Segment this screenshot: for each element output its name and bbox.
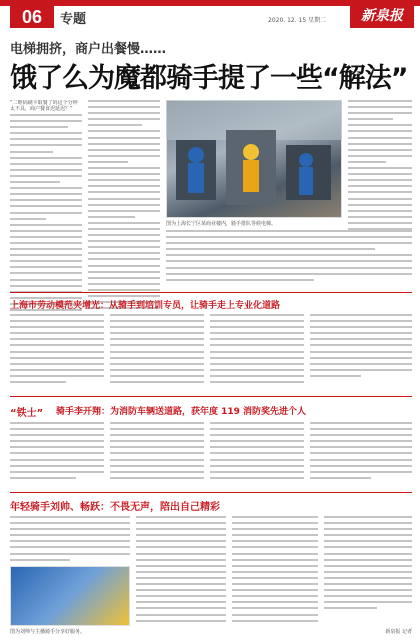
text-line (136, 516, 226, 518)
text-line (136, 553, 226, 555)
text-line (348, 222, 412, 224)
text-line (348, 130, 412, 132)
text-line (10, 314, 104, 316)
text-line (110, 434, 204, 436)
text-line (210, 326, 304, 328)
article2-body-col-4 (310, 314, 412, 381)
text-line (10, 422, 104, 424)
text-line (166, 236, 412, 238)
text-line (310, 351, 412, 353)
lead-headline: 饿了么为魔都骑手提了一些“解法” (10, 63, 408, 94)
lead-body-col-3 (348, 100, 412, 234)
text-line (232, 546, 318, 548)
article3-body-col-4 (310, 422, 412, 483)
text-line (324, 565, 412, 567)
photo-caption: 图为上海长宁区某商业楼内，骑手排队等候电梯。 (166, 221, 277, 227)
text-line (348, 118, 393, 120)
text-line (10, 175, 82, 177)
text-line (10, 169, 82, 171)
text-line (210, 381, 304, 383)
text-line (88, 271, 160, 273)
text-line (210, 440, 304, 442)
section-number: 06 (10, 6, 54, 28)
text-line (10, 534, 130, 536)
text-line (348, 124, 412, 126)
text-line (310, 477, 371, 479)
text-line (88, 124, 142, 126)
section-divider (10, 396, 412, 397)
text-line (88, 228, 160, 230)
text-line (232, 607, 318, 609)
text-line (10, 181, 60, 183)
text-line (310, 326, 412, 328)
text-line (88, 258, 160, 260)
text-line (88, 143, 160, 145)
text-line (88, 283, 160, 285)
text-line (88, 155, 160, 157)
article2-body-col-1 (10, 314, 104, 387)
text-line (310, 452, 412, 454)
masthead-logo: 新泉报 (350, 4, 414, 28)
text-line (348, 198, 412, 200)
text-line (348, 155, 412, 157)
lead-body-col-4 (166, 230, 412, 285)
text-line (136, 595, 226, 597)
text-line (110, 320, 204, 322)
text-line (10, 381, 66, 383)
text-line (88, 204, 160, 206)
text-line (310, 446, 412, 448)
text-line (210, 357, 304, 359)
text-line (10, 157, 82, 159)
text-line (10, 266, 82, 268)
text-line (232, 528, 318, 530)
text-line (10, 434, 104, 436)
text-line (210, 471, 304, 473)
text-line (210, 351, 304, 353)
text-line (110, 465, 204, 467)
text-line (310, 471, 412, 473)
text-line (310, 465, 412, 467)
text-line (348, 137, 412, 139)
text-line (110, 344, 204, 346)
article4-body-col-1 (10, 516, 130, 565)
photo-scene (166, 100, 342, 218)
lead-body-col-2 (88, 100, 160, 313)
text-line (324, 522, 412, 524)
text-line (310, 375, 361, 377)
article3-headline: 骑手李开翔：为消防车辆送道路，获年度 119 消防奖先进个人 (56, 407, 307, 417)
text-line (10, 218, 46, 220)
text-line (210, 459, 304, 461)
text-line (210, 375, 304, 377)
text-line (88, 167, 160, 169)
text-line (348, 100, 412, 102)
text-line (10, 272, 82, 274)
text-line (210, 363, 304, 365)
text-line (348, 149, 412, 151)
text-line (136, 546, 226, 548)
text-line (88, 161, 128, 163)
text-line (10, 114, 82, 116)
text-line (10, 242, 82, 244)
text-line (88, 265, 160, 267)
text-line (324, 546, 412, 548)
section-divider (10, 492, 412, 493)
text-line (324, 601, 412, 603)
text-line (310, 422, 412, 424)
lead-body-snippet: “二维码刷卡取餐了吗这个分钟太不具，商户餐食迟延迟？” (10, 100, 78, 112)
article4-photo-caption: 图为刘帅与主播骑手分享好服务。 (10, 629, 86, 635)
text-line (232, 534, 318, 536)
text-line (10, 477, 76, 479)
text-line (88, 277, 160, 279)
text-line (136, 583, 226, 585)
text-line (10, 471, 104, 473)
text-line (10, 279, 82, 281)
article2-body-col-3 (210, 314, 304, 387)
text-line (88, 173, 160, 175)
text-line (10, 452, 104, 454)
text-line (10, 344, 104, 346)
text-line (210, 332, 304, 334)
text-line (324, 607, 377, 609)
text-line (210, 452, 304, 454)
text-line (10, 138, 82, 140)
text-line (136, 577, 226, 579)
text-line (88, 130, 160, 132)
text-line (10, 326, 104, 328)
text-line (88, 137, 160, 139)
text-line (88, 191, 160, 193)
text-line (10, 285, 82, 287)
text-line (10, 546, 130, 548)
text-line (136, 614, 226, 616)
text-line (210, 434, 304, 436)
text-line (310, 440, 412, 442)
text-line (210, 446, 304, 448)
text-line (136, 528, 226, 530)
text-line (210, 338, 304, 340)
text-line (88, 210, 160, 212)
text-line (10, 363, 104, 365)
text-line (136, 607, 226, 609)
text-line (348, 143, 412, 145)
text-line (310, 357, 412, 359)
text-line (10, 205, 82, 207)
text-line (10, 516, 130, 518)
text-line (88, 252, 160, 254)
text-line (10, 254, 82, 256)
text-line (232, 540, 318, 542)
article4-body-col-3 (232, 516, 318, 626)
text-line (210, 477, 304, 479)
text-line (110, 446, 204, 448)
text-line (10, 212, 82, 214)
text-line (10, 332, 104, 334)
text-line (10, 522, 130, 524)
text-line (10, 151, 53, 153)
text-line (10, 132, 82, 134)
section-divider (10, 292, 412, 293)
text-line (232, 620, 318, 622)
text-line (110, 452, 204, 454)
text-line (324, 553, 412, 555)
text-line (210, 369, 304, 371)
text-line (166, 242, 412, 244)
text-line (348, 161, 386, 163)
text-line (10, 199, 82, 201)
text-line (136, 620, 226, 622)
text-line (88, 222, 160, 224)
text-line (10, 126, 68, 128)
lead-body-col-1 (10, 100, 82, 315)
text-line (88, 106, 160, 108)
text-line (324, 534, 412, 536)
article4-credit: 新泉报 记者 (385, 629, 412, 635)
text-line (88, 100, 160, 102)
text-line (110, 440, 204, 442)
text-line (10, 260, 82, 262)
text-line (110, 471, 204, 473)
text-line (324, 589, 412, 591)
lead-subtitle: 电梯拥挤，商户出餐慢…… (10, 42, 167, 57)
text-line (10, 338, 104, 340)
text-line (348, 216, 412, 218)
article3-body-col-1 (10, 422, 104, 483)
text-line (210, 465, 304, 467)
text-line (324, 516, 412, 518)
text-line (10, 248, 82, 250)
article2-body-col-2 (110, 314, 204, 387)
text-line (324, 583, 412, 585)
text-line (310, 369, 412, 371)
text-line (166, 248, 375, 250)
text-line (348, 167, 412, 169)
text-line (110, 338, 204, 340)
article3-body-col-2 (110, 422, 204, 483)
article4-photo (10, 566, 130, 626)
text-line (310, 363, 412, 365)
text-line (232, 614, 318, 616)
text-line (10, 369, 104, 371)
text-line (10, 187, 82, 189)
text-line (88, 240, 160, 242)
text-line (166, 267, 412, 269)
text-line (232, 577, 318, 579)
article4-body-col-2 (136, 516, 226, 626)
lead-photo (166, 100, 342, 218)
text-line (88, 112, 160, 114)
text-line (10, 440, 104, 442)
text-line (10, 553, 130, 555)
text-line (324, 559, 412, 561)
text-line (10, 320, 104, 322)
text-line (10, 236, 82, 238)
photo-frame (10, 566, 130, 626)
text-line (348, 112, 412, 114)
article2-headline: 上海市劳动模范夹增光：从骑手到培训专员，让骑手走上专业化道路 (10, 301, 281, 311)
text-line (110, 326, 204, 328)
text-line (88, 118, 160, 120)
text-line (232, 601, 318, 603)
text-line (10, 120, 82, 122)
text-line (88, 289, 160, 291)
text-line (10, 559, 70, 561)
text-line (324, 595, 412, 597)
text-line (348, 210, 412, 212)
text-line (110, 351, 204, 353)
text-line (10, 540, 130, 542)
text-line (10, 446, 104, 448)
text-line (232, 583, 318, 585)
text-line (310, 332, 412, 334)
text-line (324, 577, 412, 579)
text-line (10, 459, 104, 461)
text-line (166, 254, 412, 256)
text-line (310, 434, 412, 436)
text-line (88, 198, 160, 200)
text-line (324, 571, 412, 573)
text-line (348, 191, 412, 193)
text-line (310, 344, 412, 346)
text-line (110, 422, 204, 424)
text-line (136, 601, 226, 603)
article3-label: “铁士” (10, 408, 44, 419)
text-line (10, 357, 104, 359)
text-line (88, 149, 160, 151)
text-line (232, 559, 318, 561)
text-line (232, 516, 318, 518)
text-line (310, 338, 412, 340)
text-line (110, 375, 204, 377)
text-line (10, 351, 104, 353)
text-line (10, 528, 130, 530)
text-line (110, 381, 204, 383)
text-line (232, 589, 318, 591)
text-line (88, 179, 160, 181)
text-line (136, 565, 226, 567)
text-line (324, 540, 412, 542)
text-line (136, 559, 226, 561)
text-line (88, 185, 160, 187)
text-line (310, 314, 412, 316)
text-line (10, 144, 82, 146)
text-line (210, 428, 304, 430)
text-line (166, 260, 412, 262)
text-line (348, 179, 412, 181)
text-line (232, 595, 318, 597)
text-line (10, 230, 82, 232)
text-line (10, 465, 104, 467)
text-line (110, 459, 204, 461)
article4-headline: 年轻骑手刘帅、畅跃：不畏无声，陪出自己精彩 (10, 502, 220, 513)
text-line (10, 375, 104, 377)
text-line (210, 344, 304, 346)
text-line (232, 565, 318, 567)
text-line (88, 246, 160, 248)
text-line (324, 528, 412, 530)
text-line (10, 224, 82, 226)
text-line (110, 369, 204, 371)
text-line (136, 534, 226, 536)
text-line (232, 522, 318, 524)
section-title: 专题 (60, 12, 87, 27)
text-line (110, 332, 204, 334)
text-line (166, 279, 314, 281)
text-line (10, 428, 104, 430)
article3-body-col-3 (210, 422, 304, 483)
text-line (348, 204, 412, 206)
text-line (136, 522, 226, 524)
text-line (210, 314, 304, 316)
text-line (88, 295, 160, 297)
page-header (0, 0, 420, 26)
text-line (310, 320, 412, 322)
text-line (348, 173, 412, 175)
text-line (110, 357, 204, 359)
text-line (210, 422, 304, 424)
text-line (348, 185, 412, 187)
article4-body-col-4 (324, 516, 412, 614)
text-line (232, 571, 318, 573)
text-line (88, 234, 160, 236)
text-line (210, 320, 304, 322)
text-line (110, 314, 204, 316)
text-line (88, 216, 135, 218)
text-line (166, 273, 412, 275)
issue-date: 2020. 12. 15 星期二 (268, 17, 327, 24)
text-line (110, 363, 204, 365)
text-line (10, 163, 82, 165)
text-line (310, 428, 412, 430)
text-line (110, 428, 204, 430)
text-line (232, 553, 318, 555)
text-line (136, 571, 226, 573)
text-line (136, 540, 226, 542)
text-line (136, 589, 226, 591)
text-line (166, 230, 412, 232)
text-line (10, 193, 82, 195)
text-line (310, 459, 412, 461)
text-line (348, 106, 412, 108)
text-line (110, 477, 204, 479)
